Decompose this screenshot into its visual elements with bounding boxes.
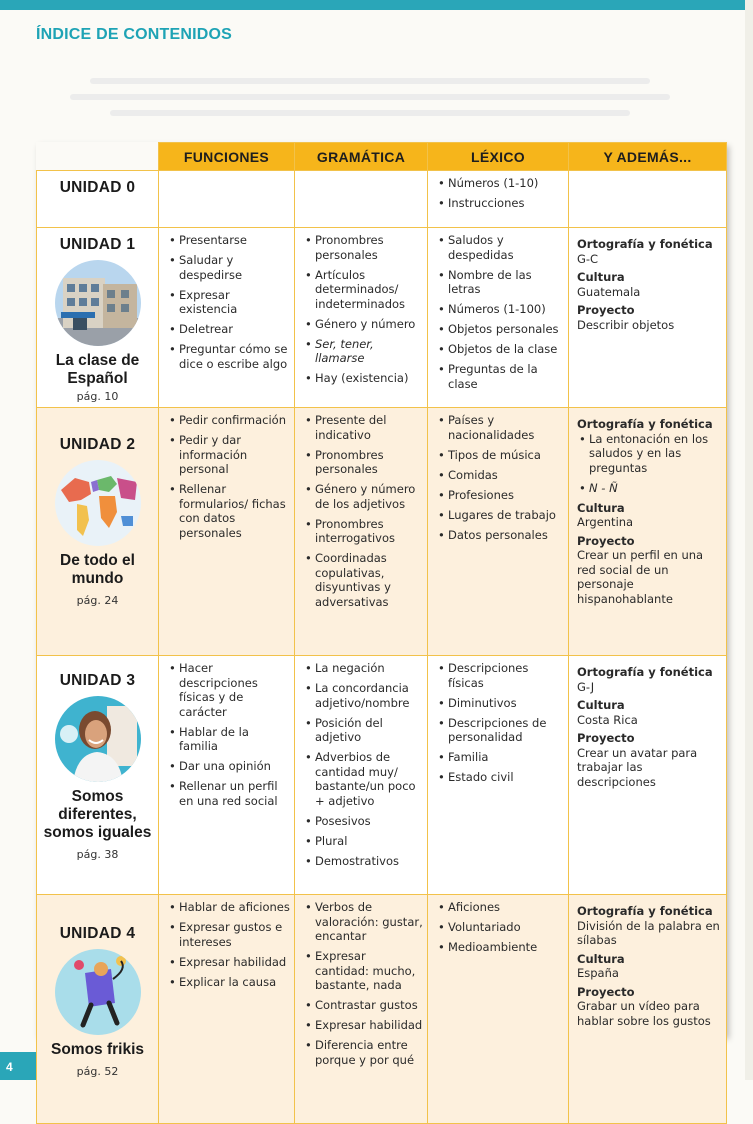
ademas-cell — [569, 408, 727, 656]
column-header-lexico: LÉXICO — [428, 143, 569, 171]
funciones-cell — [159, 656, 295, 895]
unit-title: Somos diferentes, somos iguales — [43, 788, 152, 841]
list-item: • Género y número de los adjetivos — [303, 482, 423, 511]
list-item: • Objetos de la clase — [436, 342, 564, 357]
list-item: • Números (1-100) — [436, 302, 564, 317]
unit-name: UNIDAD 3 — [59, 672, 136, 689]
lexico-cell — [428, 656, 569, 895]
proyecto-value: Describir objetos — [577, 317, 675, 332]
proyecto-heading: Proyecto — [577, 303, 635, 317]
smiling-woman-image — [55, 696, 141, 782]
cultura-heading: Cultura — [577, 698, 625, 712]
gramatica-cell — [295, 656, 428, 895]
unit-row — [37, 171, 727, 228]
unit-row — [37, 656, 727, 895]
list-item: • Preguntar cómo se dice o escribe algo — [167, 342, 290, 371]
unit-name: UNIDAD 0 — [59, 179, 136, 196]
faded-text-line — [90, 78, 650, 84]
unit-name: UNIDAD 4 — [59, 925, 136, 942]
cultura-value: Costa Rica — [577, 712, 638, 727]
cultura-heading: Cultura — [577, 500, 625, 515]
table-header-row — [37, 143, 727, 171]
column-header-funciones: FUNCIONES — [159, 143, 295, 171]
list-item: • Hablar de la familia — [167, 725, 290, 754]
faded-text-line — [110, 110, 630, 116]
proyecto-heading: Proyecto — [577, 731, 635, 745]
list-item: • Descripciones físicas — [436, 661, 564, 690]
unit-name: UNIDAD 2 — [59, 436, 136, 453]
list-item: • Datos personales — [436, 528, 564, 543]
list-item: • Contrastar gustos — [303, 998, 423, 1013]
list-item: • Dar una opinión — [167, 759, 290, 774]
list-item: • Ser, tener, llamarse — [303, 337, 423, 366]
ademas-cell — [569, 171, 727, 228]
list-item: • Nombre de las letras — [436, 268, 564, 297]
funciones-cell — [159, 895, 295, 1124]
cultura-value: Argentina — [577, 515, 634, 529]
ortografia-value: División de la palabra en sílabas — [577, 918, 720, 947]
list-item: • Pronombres personales — [303, 233, 423, 262]
list-item: • Medioambiente — [436, 940, 564, 955]
list-item: • Presentarse — [167, 233, 290, 248]
unit-page: pág. 24 — [76, 594, 119, 607]
list-item: • Voluntariado — [436, 920, 564, 935]
list-item: • Posesivos — [303, 814, 423, 829]
lexico-cell — [428, 895, 569, 1124]
unit-title: La clase de Español — [55, 352, 140, 387]
ademas-cell — [569, 228, 727, 408]
list-item: • Expresar existencia — [167, 288, 290, 317]
ortografia-value: G-J — [577, 679, 595, 694]
header-blank-cell — [37, 143, 159, 171]
faded-text-line — [70, 94, 670, 100]
list-item: • Pronombres personales — [303, 448, 423, 477]
unit-name: UNIDAD 1 — [59, 236, 136, 253]
list-item: • Países y nacionalidades — [436, 413, 564, 442]
unit-cell — [37, 228, 159, 408]
list-item: • Género y número — [303, 317, 423, 332]
list-item: • Posición del adjetivo — [303, 716, 423, 745]
page-edge — [745, 0, 753, 1080]
unit-cell — [37, 408, 159, 656]
unit-row — [37, 228, 727, 408]
funciones-cell — [159, 228, 295, 408]
world-map-image — [55, 460, 141, 546]
list-item: • Hacer descripciones físicas y de carácter — [167, 661, 290, 719]
list-item: • Pedir confirmación — [167, 413, 290, 428]
list-item: • Familia — [436, 750, 564, 765]
list-item: • Aficiones — [436, 900, 564, 915]
unit-row — [37, 895, 727, 1124]
ortografia-heading: Ortografía y fonética — [577, 237, 713, 251]
list-item: • Explicar la causa — [167, 975, 290, 990]
list-item: • Pronombres interrogativos — [303, 517, 423, 546]
school-building-image — [55, 260, 141, 346]
ortografia-heading: Ortografía y fonética — [577, 417, 713, 431]
top-accent-bar — [0, 0, 753, 10]
cultura-heading: Cultura — [577, 951, 625, 966]
list-item: • Diferencia entre porque y por qué — [303, 1038, 423, 1067]
list-item: • Deletrear — [167, 322, 290, 337]
unit-cell — [37, 656, 159, 895]
list-item: • Coordinadas copulativas, disyuntivas y adversativas — [303, 551, 423, 609]
list-item: • Presente del indicativo — [303, 413, 423, 442]
list-item: • Lugares de trabajo — [436, 508, 564, 523]
funciones-cell — [159, 408, 295, 656]
ademas-cell — [569, 895, 727, 1124]
funciones-cell — [159, 171, 295, 228]
proyecto-heading: Proyecto — [577, 533, 635, 548]
ortografia-heading: Ortografía y fonética — [577, 904, 713, 918]
list-item: • Comidas — [436, 468, 564, 483]
page-title: ÍNDICE DE CONTENIDOS — [36, 26, 233, 43]
cultura-value: Guatemala — [577, 284, 641, 299]
list-item: • Plural — [303, 834, 423, 849]
list-item: • Hay (existencia) — [303, 371, 423, 386]
ortografia-value: G-C — [577, 251, 599, 266]
list-item: • Diminutivos — [436, 696, 564, 711]
list-item: • Rellenar formularios/ fichas con datos personales — [167, 482, 290, 540]
list-item: • La concordancia adjetivo/nombre — [303, 681, 423, 710]
list-item: • Tipos de música — [436, 448, 564, 463]
proyecto-value: Crear un perfil en una red social de un personaje hispanohablante — [577, 548, 704, 606]
list-item: • Rellenar un perfil en una red social — [167, 779, 290, 808]
unit-page: pág. 10 — [76, 390, 119, 403]
list-item: • Estado civil — [436, 770, 564, 785]
list-item: • Hablar de aficiones — [167, 900, 290, 915]
list-item: • Preguntas de la clase — [436, 362, 564, 391]
list-item: • Pedir y dar información personal — [167, 433, 290, 477]
list-item: • Demostrativos — [303, 854, 423, 869]
list-item: • Artículos determinados/ indeterminados — [303, 268, 423, 312]
unit-title: Somos frikis — [50, 1041, 145, 1058]
ademas-cell — [569, 656, 727, 895]
list-item: • Expresar habilidad — [303, 1018, 423, 1033]
gramatica-cell — [295, 228, 428, 408]
list-item: • Adverbios de cantidad muy/ bastante/un poco + adjetivo — [303, 750, 423, 808]
unit-row — [37, 408, 727, 656]
juggler-illustration — [55, 949, 141, 1035]
unit-page: pág. 52 — [76, 1065, 119, 1078]
list-item: • Expresar cantidad: mucho, bastante, nada — [303, 949, 423, 993]
unit-title: De todo el mundo — [60, 552, 135, 587]
proyecto-heading: Proyecto — [577, 984, 635, 999]
list-item: • Verbos de valoración: gustar, encantar — [303, 900, 423, 944]
cultura-heading: Cultura — [577, 270, 625, 284]
list-item: • Instrucciones — [436, 196, 564, 211]
list-item: • Objetos personales — [436, 322, 564, 337]
cultura-value: España — [577, 966, 619, 980]
column-header-ademas: Y ADEMÁS... — [569, 143, 727, 171]
gramatica-cell — [295, 895, 428, 1124]
unit-cell — [37, 171, 159, 228]
lexico-cell — [428, 171, 569, 228]
proyecto-value: Crear un avatar para trabajar las descripciones — [577, 745, 698, 789]
gramatica-cell — [295, 171, 428, 228]
proyecto-value: Grabar un vídeo para hablar sobre los gustos — [577, 999, 711, 1028]
column-header-gramatica: GRAMÁTICA — [295, 143, 428, 171]
list-item: • Saludos y despedidas — [436, 233, 564, 262]
list-item: • La negación — [303, 661, 423, 676]
list-item: • Expresar habilidad — [167, 955, 290, 970]
list-item: • Saludar y despedirse — [167, 253, 290, 282]
lexico-cell — [428, 408, 569, 656]
list-item: • Descripciones de personalidad — [436, 716, 564, 745]
list-item: • Profesiones — [436, 488, 564, 503]
lexico-cell — [428, 228, 569, 408]
list-item: • La entonación en los saludos y en las preguntas — [577, 432, 720, 476]
contents-table — [36, 142, 726, 1078]
ortografia-heading: Ortografía y fonética — [577, 665, 713, 679]
page-number: 4 — [0, 1052, 36, 1080]
unit-page: pág. 38 — [76, 848, 119, 861]
list-item: • Expresar gustos e intereses — [167, 920, 290, 949]
list-item: • Números (1-10) — [436, 176, 564, 191]
list-item: • N - Ñ — [577, 481, 720, 496]
unit-cell — [37, 895, 159, 1124]
gramatica-cell — [295, 408, 428, 656]
